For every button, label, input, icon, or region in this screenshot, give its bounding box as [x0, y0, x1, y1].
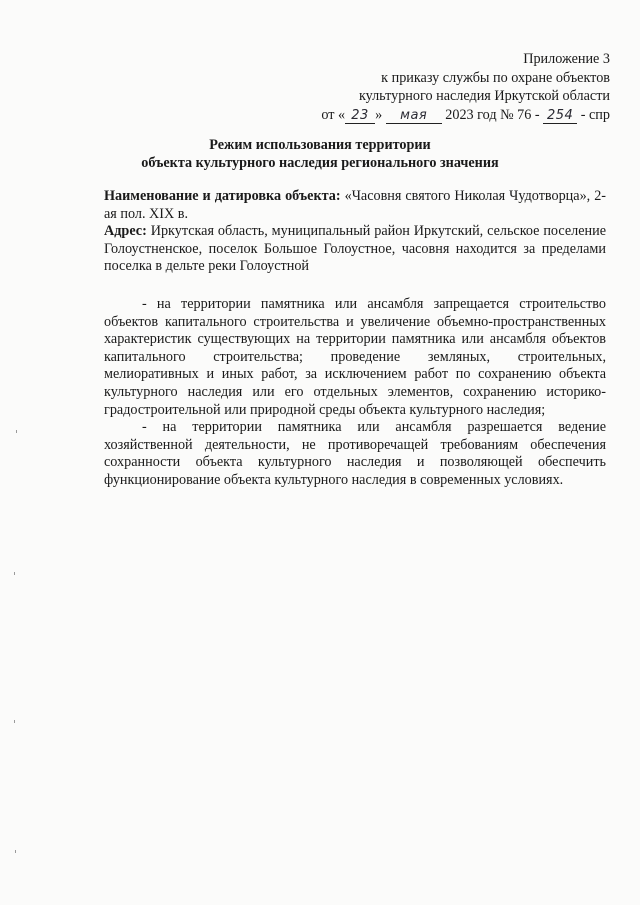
scan-speck: [14, 572, 15, 575]
order-date-line: [321, 106, 610, 125]
document-title: [0, 136, 640, 172]
title-line-2: объекта культурного наследия регионального значения: [141, 155, 499, 171]
appendix-header: [321, 50, 610, 124]
object-address-label: Адрес:: [104, 223, 147, 240]
scan-speck: [15, 850, 16, 853]
object-address-value: Иркутская область, муниципальный район Иркутский, сельское поселение Голоустненское, поселок Большое Голоустное, часовня находится за пределами поселка в дельте реки Голоустной: [104, 223, 606, 275]
object-address-paragraph: [104, 223, 606, 276]
order-reference-line: к приказу службы по охране объектов: [381, 69, 610, 86]
object-name-label: Наименование и датировка объекта:: [104, 188, 341, 204]
handwritten-month: мая: [386, 109, 442, 124]
handwritten-order-number: 254: [543, 109, 577, 124]
year-and-number: 2023 год № 76 -: [445, 106, 540, 123]
rule-permitted: - на территории памятника или ансамбля разрешается ведение хозяйственной деятельности, не противоречащей требованиям обеспечения сохранности объекта культурного наследия и позволяющей обеспечить функционирование объекта культурного наследия в современных условиях.: [104, 419, 606, 488]
order-authority-line: культурного наследия Иркутской области: [358, 88, 610, 104]
object-info: [104, 188, 606, 276]
object-name-paragraph: [104, 188, 606, 223]
rule-prohibited: - на территории памятника или ансамбля запрещается строительство объектов капитального строительства и увеличение объемно-пространственных характеристик существующих на территории памятника или ансамбля объектов капитального строительства; проведение земляных, строительных, мелиоративных и иных работ, за исключением работ по сохранению объекта культурного наследия или его отдельных элементов, сохранению историко-градостроительной или природной среды объекта культурного наследия;: [104, 296, 606, 418]
order-suffix: - спр: [580, 106, 610, 123]
scan-speck: [14, 720, 15, 723]
date-prefix: от «: [321, 106, 346, 123]
object-name-value: «Часовня святого Николая Чудотворца», 2-ая пол. XIX в.: [104, 188, 607, 222]
scan-speck: [16, 430, 17, 433]
title-line-1: Режим использования территории: [209, 137, 431, 153]
appendix-number: Приложение 3: [523, 51, 610, 67]
usage-rules: [104, 296, 606, 490]
handwritten-day: 23: [345, 109, 375, 124]
date-close-quote: »: [375, 106, 383, 123]
